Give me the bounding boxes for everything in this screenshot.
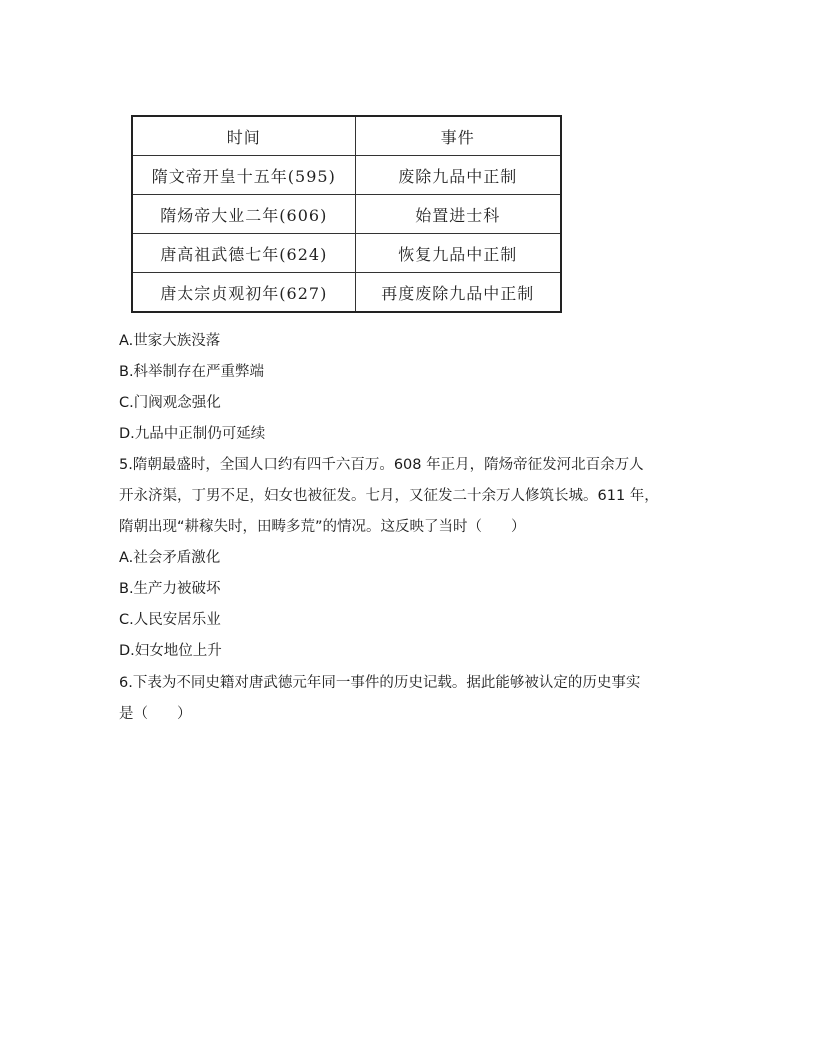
- q5-option-d: D.妇女地位上升: [119, 643, 222, 659]
- q5-stem-line-3: 隋朝出现“耕稼失时，田畴多荒”的情况。这反映了当时（ ）: [119, 519, 526, 535]
- q5-option-b: B.生产力被破坏: [119, 581, 221, 597]
- table-row: [132, 273, 561, 313]
- cell-time: 唐高祖武德七年(624): [132, 234, 355, 273]
- header-event: 事件: [355, 116, 561, 156]
- table-row: [132, 234, 561, 273]
- q5-stem-line-2: 开永济渠，丁男不足，妇女也被征发。七月，又征发二十余万人修筑长城。611 年，: [119, 488, 659, 504]
- cell-event: 废除九品中正制: [355, 156, 561, 195]
- q4-option-d: D.九品中正制仍可延续: [119, 426, 266, 442]
- cell-time: 隋炀帝大业二年(606): [132, 195, 355, 234]
- q4-option-b: B.科举制存在严重弊端: [119, 364, 265, 380]
- cell-time: 隋文帝开皇十五年(595): [132, 156, 355, 195]
- q5-option-c: C.人民安居乐业: [119, 612, 221, 628]
- cell-time: 唐太宗贞观初年(627): [132, 273, 355, 313]
- table-row: [132, 156, 561, 195]
- header-time: 时间: [132, 116, 355, 156]
- q6-stem-line-2: 是（ ）: [119, 706, 192, 722]
- cell-event: 始置进士科: [355, 195, 561, 234]
- table-row: [132, 195, 561, 234]
- cell-event: 再度废除九品中正制: [355, 273, 561, 313]
- q6-stem-line-1: 6.下表为不同史籍对唐武德元年同一事件的历史记载。据此能够被认定的历史事实: [119, 675, 641, 691]
- cell-event: 恢复九品中正制: [355, 234, 561, 273]
- table-header-row: [132, 116, 561, 156]
- q4-option-c: C.门阀观念强化: [119, 395, 221, 411]
- q5-stem-line-1: 5.隋朝最盛时，全国人口约有四千六百万。608 年正月，隋炀帝征发河北百余万人: [119, 457, 644, 473]
- q4-option-a: A.世家大族没落: [119, 333, 221, 349]
- q5-option-a: A.社会矛盾激化: [119, 550, 221, 566]
- history-events-table: [131, 115, 562, 313]
